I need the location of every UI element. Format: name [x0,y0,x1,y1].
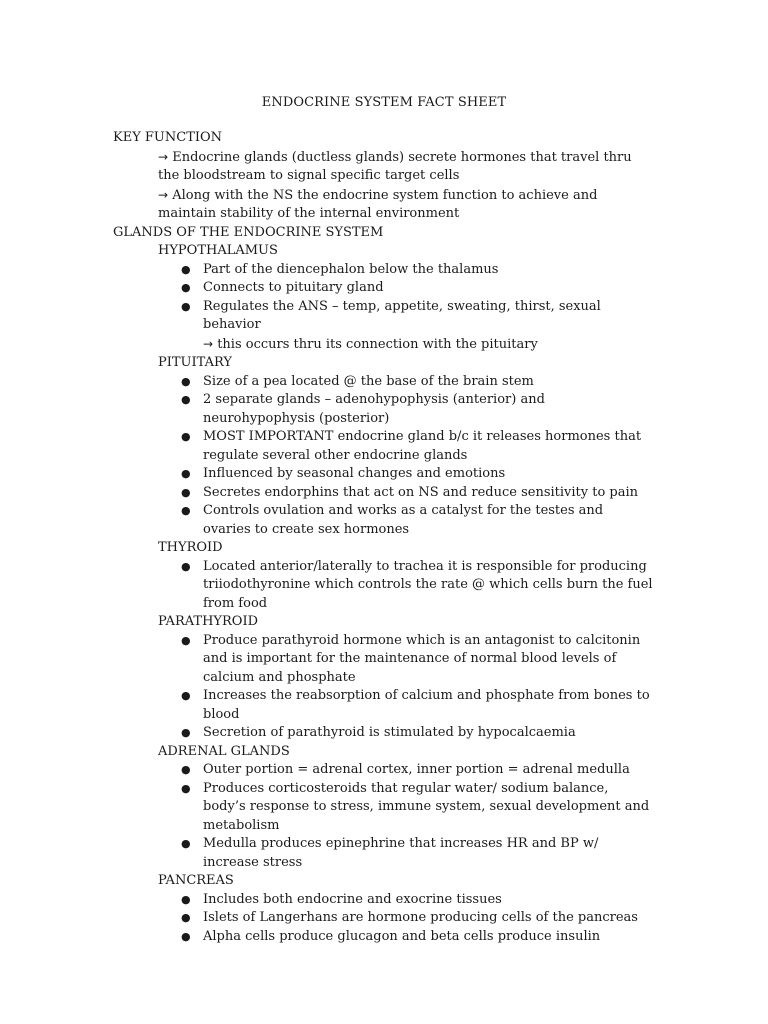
list-item: ● Regulates the ANS – temp, appetite, sweating, thirst, sexual behavior → this occurs thru its connection with the pituitary [203,298,653,355]
thyroid-list [113,558,653,614]
hypothalamus-list [113,261,653,355]
right-arrow-icon: → [158,149,169,164]
bullet-icon: ● [181,430,191,443]
list-item: ● Secretes endorphins that act on NS and reduce sensitivity to pain [203,484,653,503]
adrenal-list [113,761,653,872]
bullet-icon: ● [181,911,191,924]
document-title: ENDOCRINE SYSTEM FACT SHEET [261,95,507,110]
gland-heading-hypothalamus: HYPOTHALAMUS [158,243,278,258]
section-heading-key-function: KEY FUNCTION [113,130,223,145]
parathyroid-list [113,632,653,743]
list-item: ● Produce parathyroid hormone which is an antagonist to calcitonin and is important for the maintenance of normal blood levels of calcium and phosphate [181,632,641,685]
bullet-icon: ● [181,892,191,906]
bullet-icon: ● [181,467,191,480]
key-function-point: → Endocrine glands (ductless glands) secrete hormones that travel thru the bloodstream to signal specific target cells [158,149,632,183]
gland-heading-pancreas: PANCREAS [158,873,234,888]
bullet-icon: ● [181,726,191,739]
list-item: ● Secretion of parathyroid is stimulated by hypocalcaemia [203,724,653,743]
pituitary-list [113,373,653,540]
list-item: ● Part of the diencephalon below the thalamus [203,261,653,280]
document-body [113,129,653,946]
bullet-icon: ● [181,262,191,276]
right-arrow-icon: → [203,336,214,351]
list-item: ● Alpha cells produce glucagon and beta cells produce insulin [203,928,653,947]
bullet-icon: ● [181,504,191,517]
bullet-icon: ● [181,781,191,795]
list-item: ● Includes both endocrine and exocrine tissues [203,891,653,910]
bullet-icon: ● [181,763,191,776]
list-item: ● Connects to pituitary gland [203,279,653,298]
gland-heading-thyroid: THYROID [158,540,223,555]
key-function-point: → Along with the NS the endocrine system function to achieve and maintain stability of the internal environment [158,187,598,221]
bullet-icon: ● [181,929,191,943]
bullet-icon: ● [181,374,191,388]
list-item: ● Influenced by seasonal changes and emotions [203,465,653,484]
gland-heading-parathyroid: PARATHYROID [158,614,259,629]
gland-heading-pituitary: PITUITARY [158,355,232,370]
bullet-icon: ● [181,299,191,313]
list-item: ● Outer portion = adrenal cortex, inner portion = adrenal medulla [203,761,653,780]
list-item: ● 2 separate glands – adenohypophysis (anterior) and neurohypophysis (posterior) [181,392,545,426]
list-item: ● Size of a pea located @ the base of the brain stem [203,373,653,392]
list-item: ● Increases the reabsorption of calcium and phosphate from bones to blood [181,688,650,722]
section-heading-glands: GLANDS OF THE ENDOCRINE SYSTEM [113,224,384,240]
gland-heading-adrenal: ADRENAL GLANDS [158,743,290,759]
bullet-icon: ● [181,485,191,499]
bullet-icon: ● [181,689,191,702]
sub-note: → this occurs thru its connection with the pituitary [203,336,538,352]
bullet-icon: ● [181,393,191,406]
list-item: ● Produces corticosteroids that regular water/ sodium balance, body’s response to stress, immune system, sexual development and metabolism [181,780,650,833]
list-item: ● Medulla produces epinephrine that increases HR and BP w/ increase stress [181,836,599,870]
bullet-icon: ● [181,281,191,294]
pancreas-list [113,891,653,947]
list-item: ● MOST IMPORTANT endocrine gland b/c it releases hormones that regulate several other endocrine glands [181,429,642,463]
bullet-icon: ● [181,559,191,573]
list-item: ● Islets of Langerhans are hormone producing cells of the pancreas [203,909,653,928]
right-arrow-icon: → [158,187,169,202]
list-item: ● Located anterior/laterally to trachea it is responsible for producing triiodothyronine which controls the rate @ which cells burn the fuel from food [181,558,653,611]
bullet-icon: ● [181,633,191,647]
list-item: ● Controls ovulation and works as a catalyst for the testes and ovaries to create sex hormones [181,503,604,537]
bullet-icon: ● [181,837,191,850]
